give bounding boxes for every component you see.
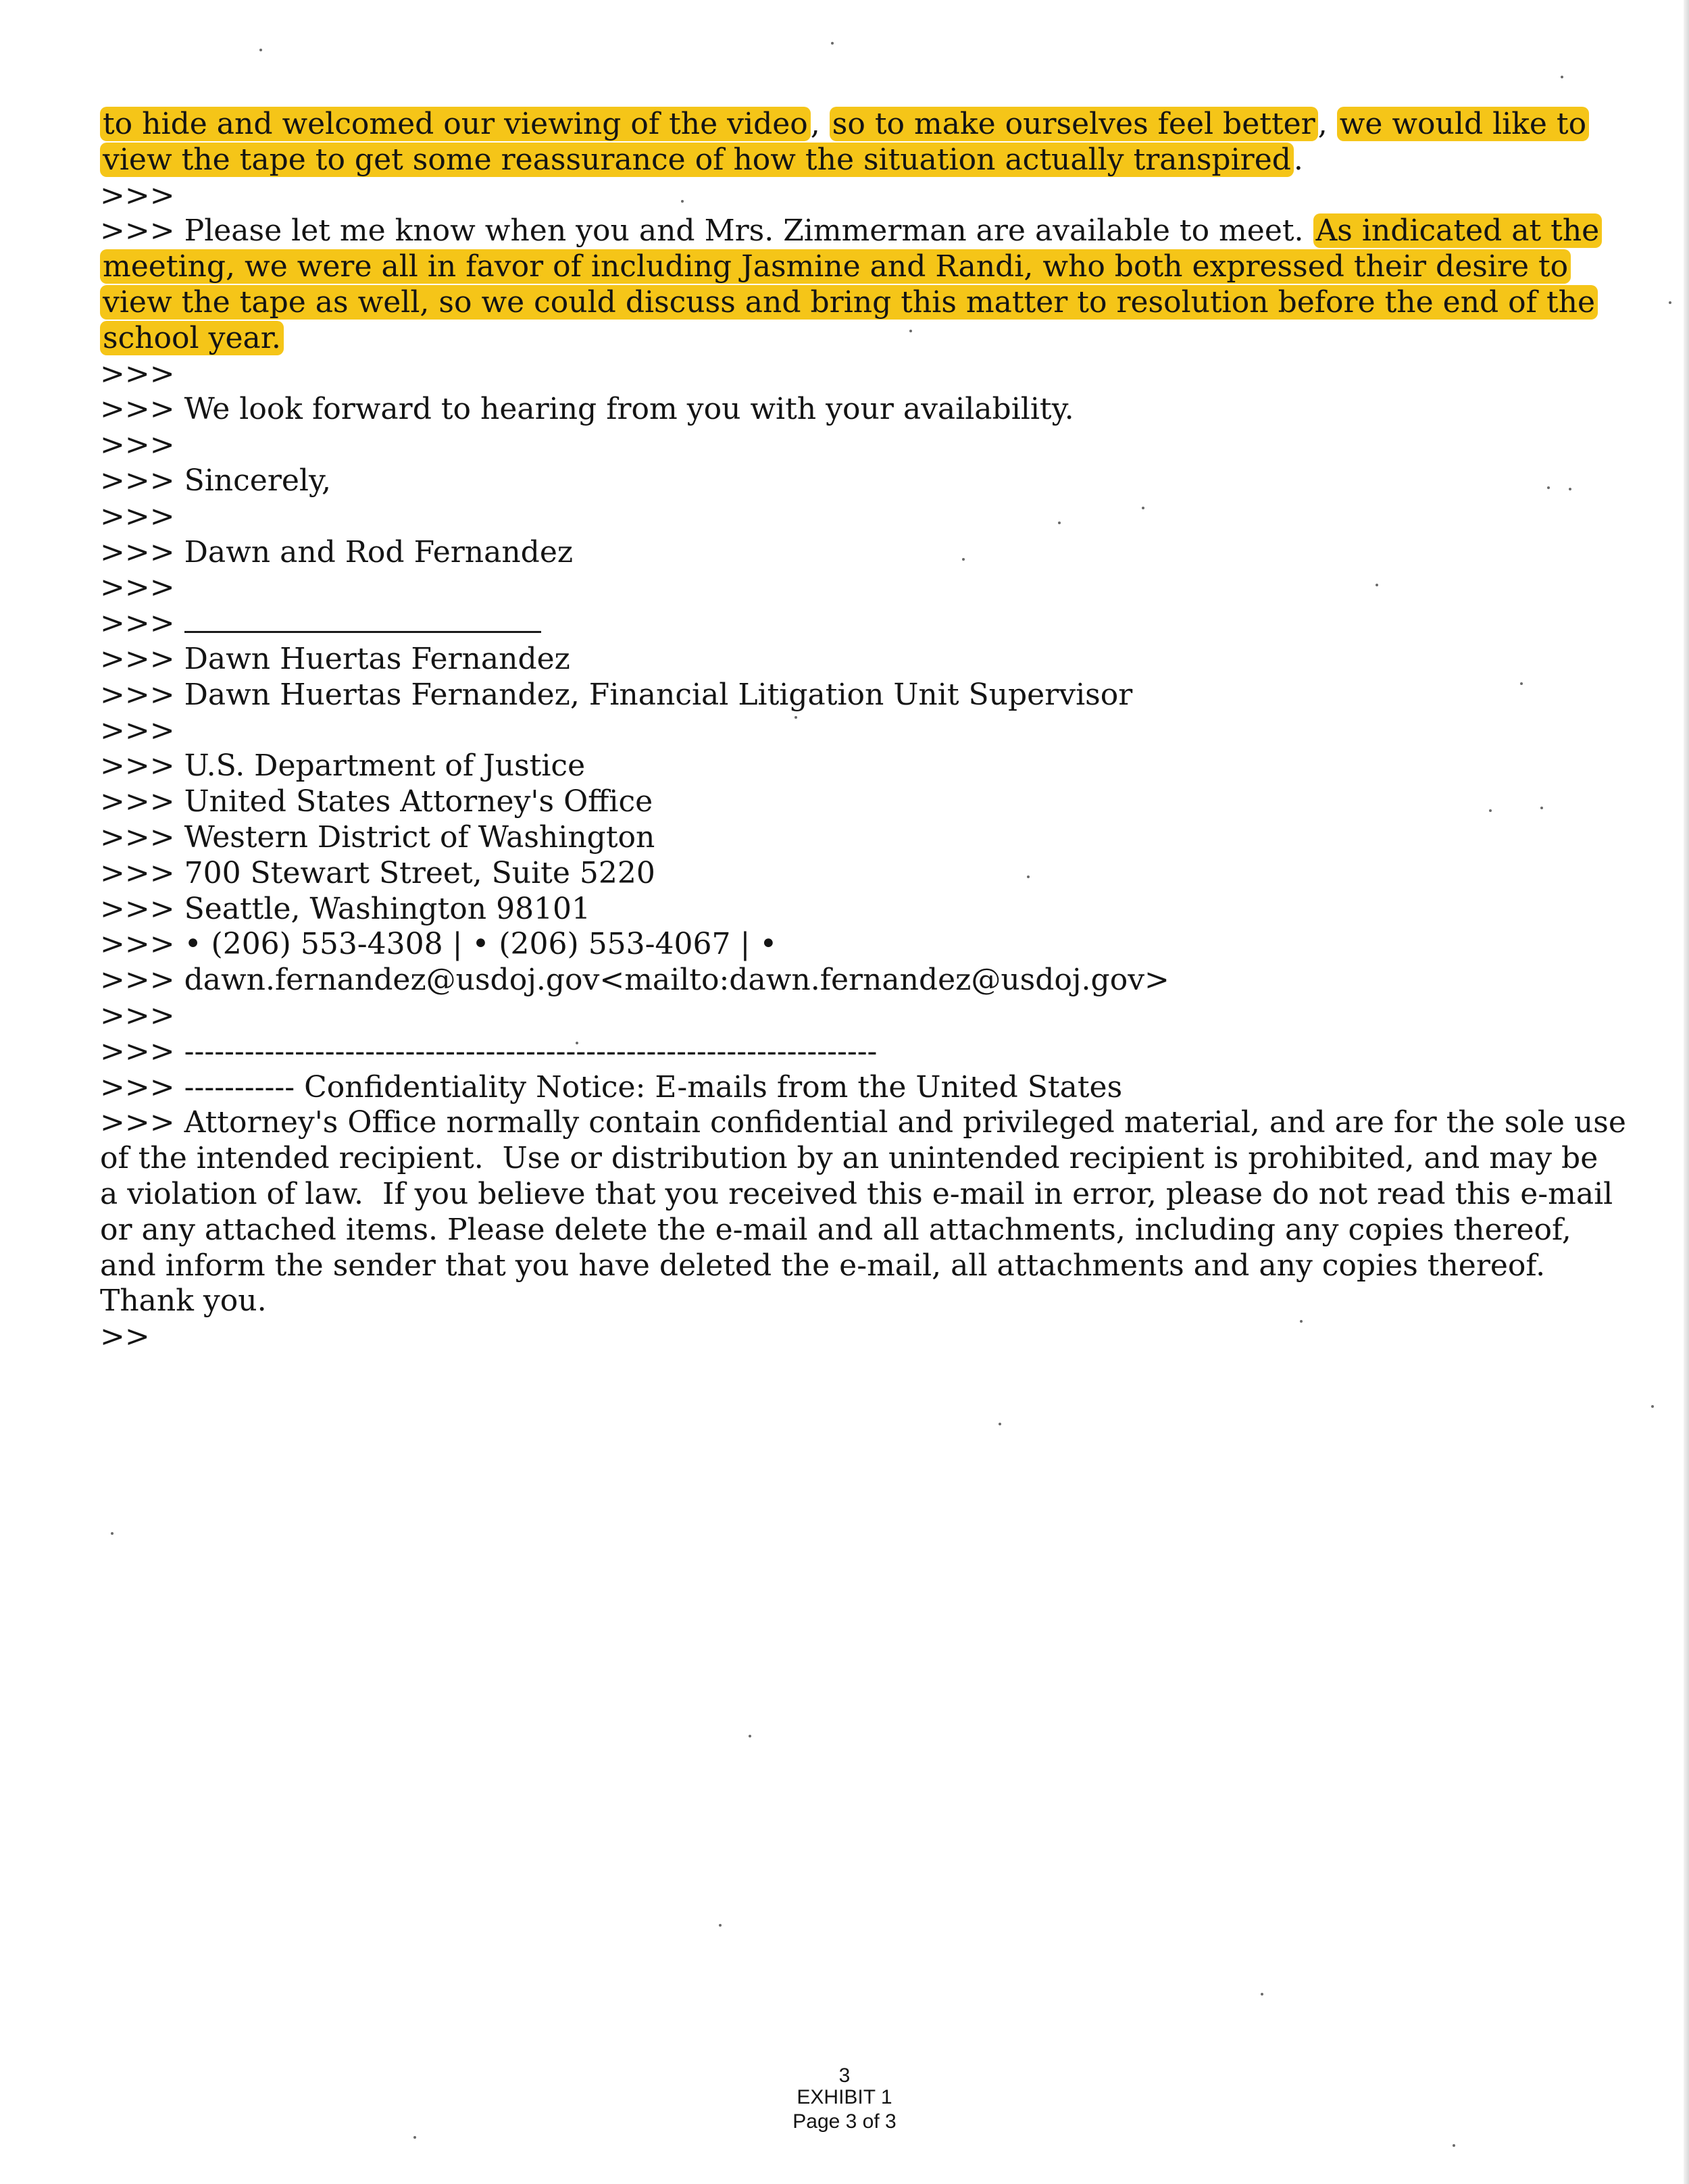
highlighted-text: meeting, we were all in favor of including Jasmine and Randi, who both expressed their desire to — [100, 249, 1571, 284]
email-line-32: or any attached items. Please delete the e-mail and all attachments, including any copies thereof, — [100, 1212, 1571, 1247]
highlighted-text: to hide and welcomed our viewing of the video — [100, 107, 811, 141]
email-line-15: >>> — [100, 606, 1620, 642]
email-body — [100, 107, 1626, 1355]
email-line-24: >>> • (206) 553-4308 | • (206) 553-4067 | • — [100, 927, 778, 962]
email-line-27: >>> --------------------------------------------------------------------- — [100, 1034, 878, 1069]
email-line-21: >>> Western District of Washington — [100, 819, 655, 855]
highlighted-text: As indicated at the — [1313, 213, 1603, 248]
email-line-19: >>> U.S. Department of Justice — [100, 748, 586, 784]
highlighted-text: so to make ourselves feel better — [830, 107, 1318, 141]
email-line-28: >>> ----------- Confidentiality Notice: E-mails from the United States — [100, 1069, 1123, 1104]
email-line-14: >>> — [100, 570, 175, 605]
signature-rule — [184, 611, 541, 633]
email-line-5 — [100, 249, 1620, 285]
email-line-25: >>> dawn.fernandez@usdoj.gov<mailto:dawn.fernandez@usdoj.gov> — [100, 963, 1169, 998]
email-line-17: >>> Dawn Huertas Fernandez, Financial Litigation Unit Supervisor — [100, 677, 1133, 712]
page-edge-shadow — [1684, 0, 1689, 2184]
email-line-30: of the intended recipient. Use or distribution by an unintended recipient is prohibited, and may be — [100, 1141, 1598, 1176]
email-line-12: >>> — [100, 499, 175, 534]
email-line-33: and inform the sender that you have deleted the e-mail, all attachments and any copies thereof. — [100, 1248, 1546, 1283]
email-line-13: >>> Dawn and Rod Fernandez — [100, 534, 574, 569]
email-line-23: >>> Seattle, Washington 98101 — [100, 891, 591, 926]
email-line-35: >> — [100, 1319, 150, 1354]
page-number: 3 — [838, 2064, 851, 2087]
email-line-3: >>> — [100, 178, 175, 213]
email-line-10: >>> — [100, 428, 175, 463]
email-line-18: >>> — [100, 713, 175, 748]
email-line-8: >>> — [100, 356, 175, 391]
email-line-11: >>> Sincerely, — [100, 463, 331, 498]
email-line-26: >>> — [100, 998, 175, 1033]
email-line-2: view the tape to get some reassurance of how the situation actually transpired. — [100, 143, 1620, 178]
email-line-4: >>> Please let me know when you and Mrs. Zimmerman are available to meet. As indicated at the — [100, 213, 1620, 249]
email-line-20: >>> United States Attorney's Office — [100, 784, 653, 819]
page-count: Page 3 of 3 — [792, 2110, 897, 2133]
exhibit-label: EXHIBIT 1 — [797, 2086, 892, 2108]
email-line-31: a violation of law. If you believe that you received this e-mail in error, please do not read this e-mail — [100, 1176, 1613, 1211]
email-line-6 — [100, 285, 1620, 321]
email-line-9: >>> We look forward to hearing from you with your availability. — [100, 392, 1074, 427]
highlighted-text: we would like to — [1337, 107, 1589, 141]
email-line-29: >>> Attorney's Office normally contain confidential and privileged material, and are for the sole use — [100, 1105, 1626, 1140]
email-line-34: Thank you. — [100, 1284, 267, 1319]
email-line-16: >>> Dawn Huertas Fernandez — [100, 641, 570, 676]
highlighted-text: school year. — [100, 321, 284, 355]
email-line-7 — [100, 321, 1620, 357]
highlighted-text: view the tape to get some reassurance of how the situation actually transpired — [100, 143, 1294, 177]
email-line-1: to hide and welcomed our viewing of the video, so to make ourselves feel better, we would like to — [100, 107, 1620, 143]
email-line-22: >>> 700 Stewart Street, Suite 5220 — [100, 855, 655, 890]
highlighted-text: view the tape as well, so we could discuss and bring this matter to resolution before the end of the — [100, 285, 1598, 320]
